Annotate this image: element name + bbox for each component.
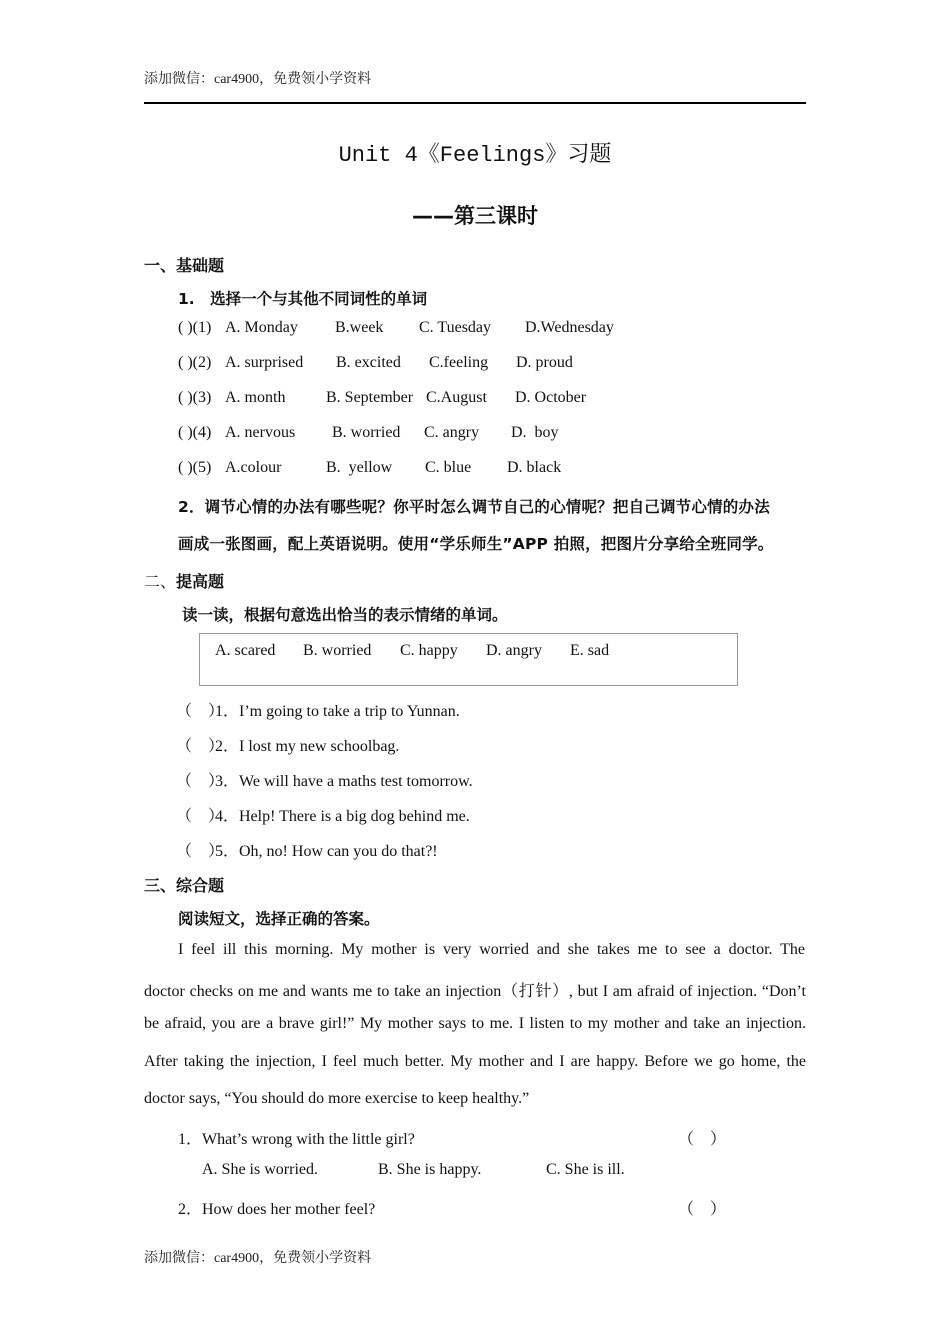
choice-row (178, 389, 586, 407)
section1-q2-line2: 画成一张图画，配上英语说明。使用“学乐师生”APP 拍照，把图片分享给全班同学。 (178, 535, 774, 553)
answer-paren: （ ） (678, 1201, 727, 1218)
choice-b: B. yellow (326, 459, 393, 476)
section3-heading: 三、综合题 (144, 876, 225, 895)
header-note: 添加微信：car4900，免费领小学资料 (144, 72, 372, 87)
question-text: 4．Help! There is a big dog behind me. (215, 808, 470, 825)
list-item (176, 838, 438, 861)
passage-line: be afraid, you are a brave girl!” My mother says to me. I listen to my mother and take an injection. (144, 1015, 806, 1032)
word-option: E. sad (570, 642, 610, 659)
question-text: 5．Oh, no! How can you do that?! (215, 843, 438, 860)
choice-num: ( )(4) (178, 424, 212, 441)
section3-instruction: 阅读短文，选择正确的答案。 (178, 910, 380, 928)
choice-num: ( )(3) (178, 389, 212, 406)
passage-line: doctor says, “You should do more exercise to keep healthy.” (144, 1090, 530, 1107)
answer-paren: （ ） (176, 808, 225, 825)
section1-q2-line1: 2．调节心情的办法有哪些呢？你平时怎么调节自己的心情呢？把自己调节心情的办法 (178, 498, 770, 516)
comprehension-question-2: 2．How does her mother feel? (178, 1201, 376, 1218)
option-b: B. She is happy. (378, 1161, 482, 1178)
list-item (176, 698, 460, 721)
choice-d: D.Wednesday (525, 319, 614, 336)
answer-paren: （ ） (176, 843, 225, 860)
section2-heading (144, 569, 224, 592)
choice-d: D. black (507, 459, 562, 476)
choice-a: A. Monday (225, 319, 298, 336)
choice-num: ( )(1) (178, 319, 212, 336)
choice-num: ( )(2) (178, 354, 212, 371)
choice-a: A. nervous (225, 424, 296, 441)
section1-heading: 一、基础题 (144, 256, 225, 275)
section1-q1-title: 1. 选择一个与其他不同词性的单词 (178, 290, 428, 308)
choice-b: B. September (326, 389, 414, 406)
choice-c: C. Tuesday (419, 319, 492, 336)
section2-heading-num: 二、 (144, 572, 177, 591)
choice-d: D. October (515, 389, 587, 406)
passage-line: After taking the injection, I feel much better. My mother and I are happy. Before we go home, the (144, 1053, 806, 1070)
word-option: C. happy (400, 642, 458, 659)
option-c: C. She is ill. (546, 1161, 625, 1178)
list-item (176, 768, 473, 791)
choice-c: C. angry (424, 424, 480, 441)
choice-b: B. excited (336, 354, 401, 371)
choice-row (178, 354, 573, 372)
question-text: 3．We will have a maths test tomorrow. (215, 773, 473, 790)
answer-paren: （ ） (176, 773, 225, 790)
choice-c: C. blue (425, 459, 472, 476)
footer-note: 添加微信：car4900，免费领小学资料 (144, 1251, 372, 1266)
answer-paren: （ ） (176, 703, 225, 720)
answer-paren: （ ） (176, 738, 225, 755)
word-option: D. angry (486, 642, 542, 659)
word-option: A. scared (215, 642, 276, 659)
choice-c: C.August (426, 389, 487, 406)
choice-b: B. worried (332, 424, 401, 441)
choice-row (178, 424, 559, 442)
choice-c: C.feeling (429, 354, 489, 371)
question-text: 1．I’m going to take a trip to Yunnan. (215, 703, 460, 720)
choice-d: D. boy (511, 424, 559, 441)
option-a: A. She is worried. (202, 1161, 318, 1178)
word-option: B. worried (303, 642, 372, 659)
passage-line: doctor checks on me and wants me to take an injection（打针）, but I am afraid of injection. “Don’t (144, 983, 806, 1000)
question-text: 2．I lost my new schoolbag. (215, 738, 400, 755)
choice-a: A.colour (225, 459, 282, 476)
choice-d: D. proud (516, 354, 573, 371)
section2-heading-text: 提高题 (176, 572, 225, 591)
choice-a: A. month (225, 389, 286, 406)
page-subtitle: ——第三课时 (412, 204, 538, 228)
word-bank (215, 642, 609, 660)
choice-row (178, 459, 561, 477)
comprehension-options (202, 1161, 625, 1179)
header-divider (144, 102, 806, 104)
choice-num: ( )(5) (178, 459, 212, 476)
choice-a: A. surprised (225, 354, 304, 371)
choice-row (178, 319, 614, 337)
section2-instruction: 读一读，根据句意选出恰当的表示情绪的单词。 (182, 606, 508, 624)
list-item (176, 733, 399, 756)
list-item (176, 803, 470, 826)
passage-line: I feel ill this morning. My mother is very worried and she takes me to see a doctor. The (178, 941, 805, 958)
choice-b: B.week (335, 319, 384, 336)
answer-paren: （ ） (678, 1131, 727, 1148)
comprehension-question-1: 1．What’s wrong with the little girl? (178, 1131, 415, 1148)
page-title: Unit 4《Feelings》习题 (338, 143, 612, 168)
